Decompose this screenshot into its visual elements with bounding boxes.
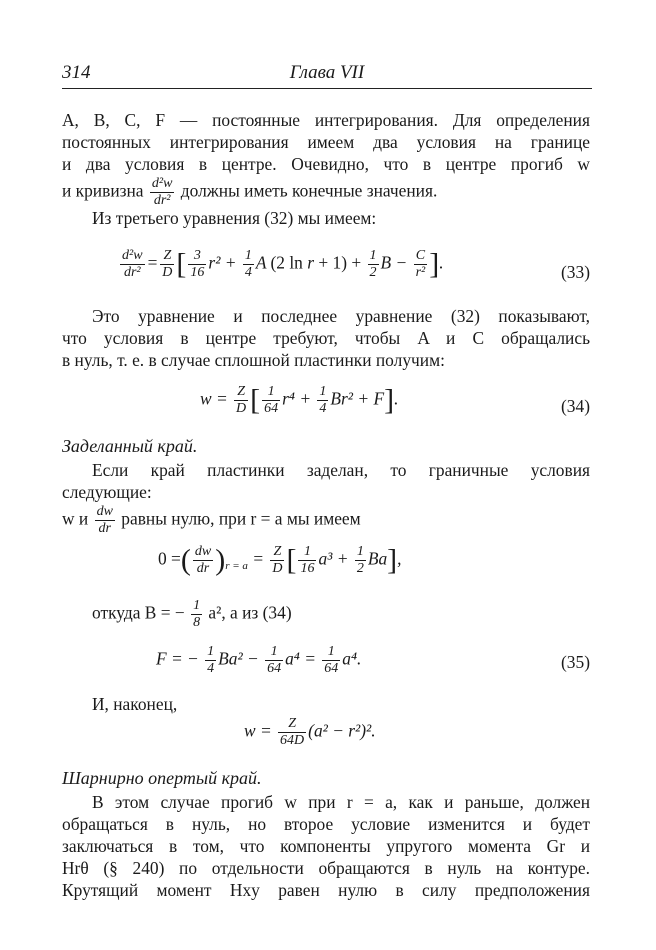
text-line: A, B, C, F — постоянные интегрирования. Для определения	[62, 110, 590, 130]
fraction-dw-dr: $\frac{dw}{dr}$	[96, 504, 113, 537]
equation-33: $\frac{\text{d²w}}{\text{dr²}}$ = $\frac{Z}{D}$ [ $\frac{3}{16}$ r² + $\frac{1}{4}$ A (2 ln r + 1) + $\frac{1}{2}$ B − $\frac{C}{\text{r²}}$ ].	[122, 247, 444, 281]
fraction-1-8: $\frac{1}{8}$	[193, 598, 201, 631]
text-line: обращаться в нуль, но второе условие изменится и будет	[62, 814, 590, 834]
running-head: Глава VII	[289, 62, 365, 83]
text-line: заключаться в том, что компоненты упругого момента Gr и	[62, 836, 590, 856]
text-line: Если край пластинки заделан, то граничные условия	[92, 460, 590, 480]
text-line	[62, 176, 590, 209]
text-line	[62, 504, 590, 537]
text-line: постоянных интегрирования имеем два условия на границе	[62, 132, 590, 152]
text-line: Крутящий момент Hxy равен нулю в силу предположения	[62, 880, 590, 900]
boundary-equation: 0 =( $\frac{dw}{dr}$ )$_{r = a}$ = $\frac{Z}{D}$ [ $\frac{1}{16}$ a³ + $\frac{1}{2}$ Ba],	[158, 543, 402, 577]
text-fragment: и кривизна	[62, 180, 144, 201]
section-heading: Шарнирно опертый край.	[62, 768, 262, 788]
page-header	[62, 62, 592, 84]
equation-34: w = $\frac{Z}{D}$ [ $\frac{1}{64}$ r⁴ + $\frac{1}{4}$ Br² + F].	[200, 383, 399, 417]
header-rule	[62, 88, 592, 89]
equation-number: (33)	[561, 262, 590, 282]
text-line: Hrθ (§ 240) по отдельности обращаются в нуль на контуре.	[62, 858, 590, 878]
equation-number: (34)	[561, 396, 590, 416]
equation-final-w: w = $\frac{Z}{64D}$ (a² − r²)².	[244, 716, 376, 749]
text-line: следующие:	[62, 482, 152, 502]
text-line	[92, 598, 590, 631]
text-fragment: должны иметь конечные значения.	[180, 180, 438, 201]
text-line: Из третьего уравнения (32) мы имеем:	[92, 208, 377, 228]
text-fragment: w и	[62, 508, 89, 529]
equation-35: F = − $\frac{1}{4}$ Ba² − $\frac{1}{64}$ a⁴ = $\frac{1}{64}$ a⁴.	[156, 644, 362, 677]
text-line: Это уравнение и последнее уравнение (32) показывают,	[92, 306, 590, 326]
text-fragment: откуда B = −	[92, 602, 185, 623]
text-line: в нуль, т. е. в случае сплошной пластинки получим:	[62, 350, 445, 370]
text-fragment: a², а из (34)	[208, 602, 292, 623]
text-line: В этом случае прогиб w при r = a, как и раньше, должен	[92, 792, 590, 812]
text-line: что условия в центре требуют, чтобы A и C обращались	[62, 328, 590, 348]
section-heading: Заделанный край.	[62, 436, 198, 456]
text-fragment: равны нулю, при r = a мы имеем	[121, 508, 361, 529]
fraction-d2w-dr2: $\frac{\text{d²w}}{\text{dr²}}$	[151, 176, 173, 209]
text-line: и два условия в центре. Очевидно, что в центре прогиб w	[62, 154, 590, 174]
equation-number: (35)	[561, 652, 590, 672]
text-line: И, наконец,	[92, 694, 178, 714]
page-number: 314	[62, 62, 91, 83]
